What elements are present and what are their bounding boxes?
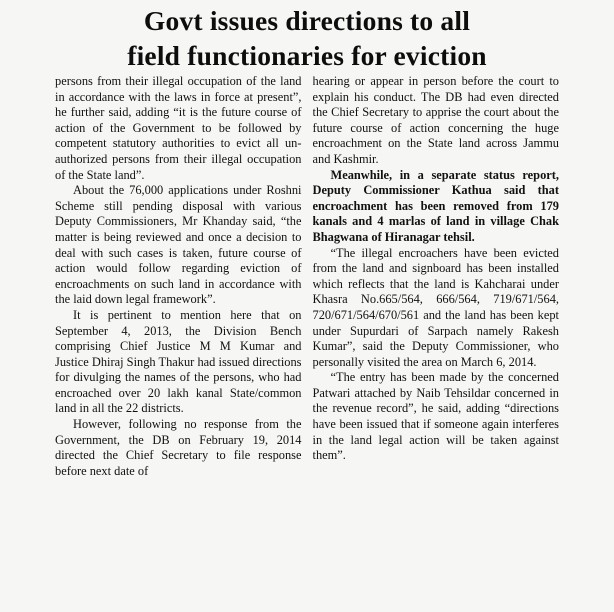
headline (0, 3, 614, 73)
paragraph (313, 168, 560, 246)
paragraph-lead: Meanwhile, in a separate status report, (330, 167, 559, 182)
paragraph: “The entry has been made by the concerned Patwari attached by Naib Tehsildar concerned in the revenue record”, he said, adding “directions have been issued that if someone again interferes in the land legal action will be taken against them”. (312, 370, 559, 463)
paragraph: About the 76,000 applications under Roshni Scheme still pending disposal with various Deputy Commissioners, Mr Khanday said, “the matter is being reviewed and once a decision to deal with such cases is taken, future course of action would follow regarding eviction of encroachments on such land in accordance with the laid down legal framework”. (55, 183, 302, 307)
paragraph: “The illegal encroachers have been evicted from the land and signboard has been installed which reflects that the land is Kahcharai under Khasra No.665/564, 666/564, 719/671/564, 720/671/564/670/561 and the land has been kept under Supurdari of Sarpach namely Rakesh Kumar”, said the Deputy Commissioner, who personally visited the area on March 6, 2014. (312, 245, 559, 369)
left-column (55, 74, 302, 612)
headline-line-1: Govt issues directions to all (143, 5, 471, 36)
paragraph: However, following no response from the Government, the DB on February 19, 2014 directed the Chief Secretary to file response before next date of (55, 417, 302, 478)
paragraph: hearing or appear in person before the court to explain his conduct. The DB had even directed the Chief Secretary to apprise the court about the future course of action concerning the huge encroachment on the State land across Jammu and Kashmir. (312, 74, 559, 166)
paragraph: It is pertinent to mention here that on September 4, 2013, the Division Bench comprising Chief Justice M M Kumar and Justice Dhiraj Singh Thakur had issued directions for divulging the names of the persons, who had encroached over 20 lakh kanal State/common land in all the 22 districts. (55, 307, 302, 416)
right-column (313, 74, 560, 612)
article-body (55, 74, 559, 612)
paragraph-bold-text: Deputy Commissioner Kathua said that encroachment has been removed from 179 kanals and 4 marlas of land in village Chak Bhagwana of Hiranagar tehsil. (312, 183, 559, 244)
headline-line-2: field functionaries for eviction (127, 40, 487, 71)
paragraph: persons from their illegal occupation of the land in accordance with the laws in force at present”, he further said, adding “it is the future course of action of the Government to be followed by competent statutory authorities to evict all un-authorized persons from their illegal occupation of the State land”. (55, 74, 302, 182)
